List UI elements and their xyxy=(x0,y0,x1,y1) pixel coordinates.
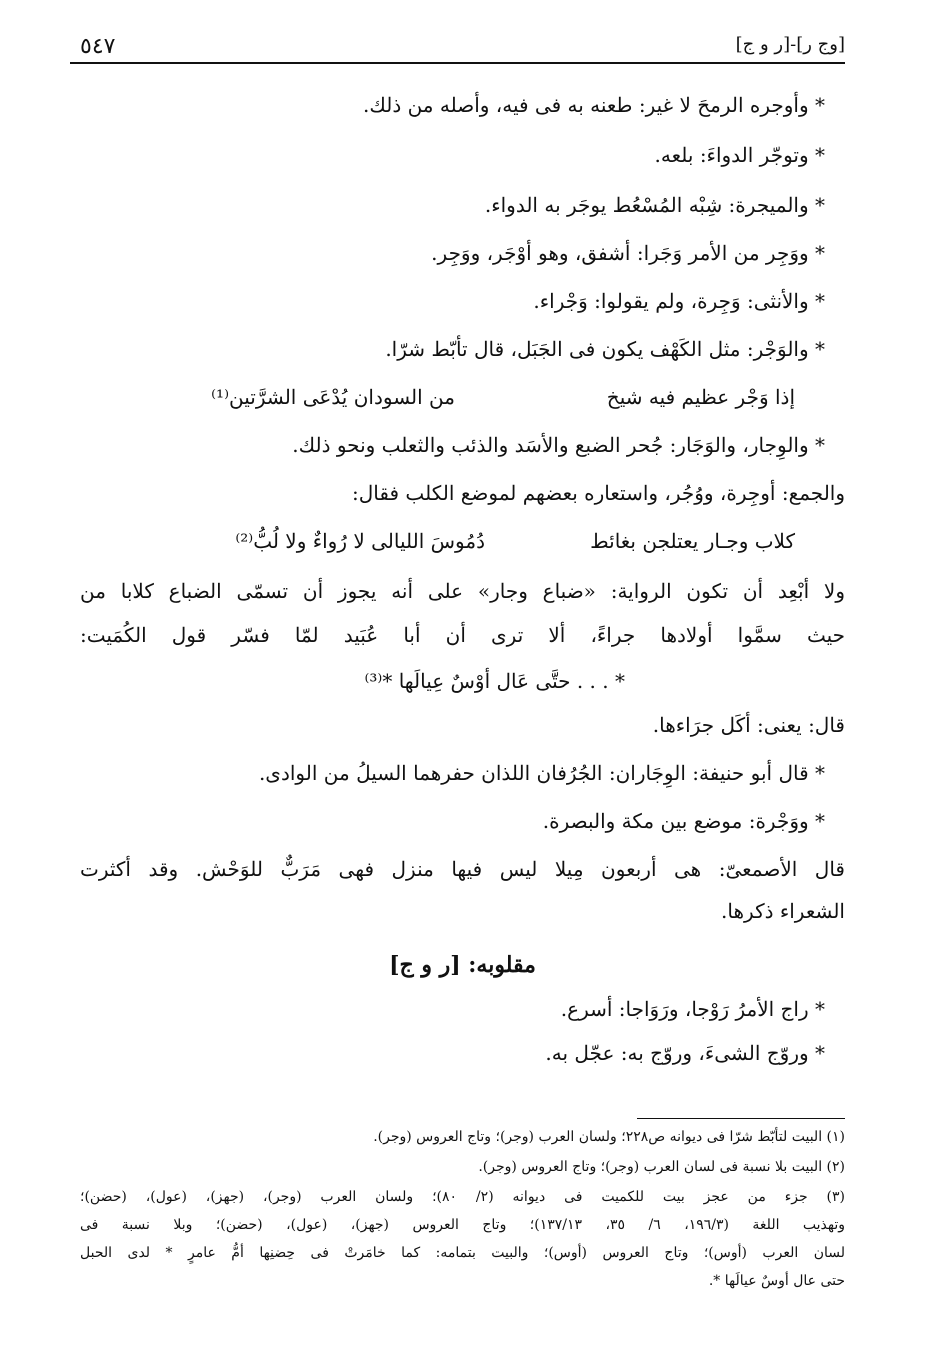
paragraph-line: حيث سمَّوا أولادها جراءً، ألا ترى أن أبا عُبَيد لمّا فسّر قول الكُمَيت: xyxy=(80,623,845,647)
entry-line: * وروّج الشىءَ، وروّج به: عجّل به. xyxy=(545,1041,825,1065)
page-number: ٥٤٧ xyxy=(80,34,116,59)
entry-line: * وأوجره الرمحَ لا غير: طعنه به فى فيه، وأصله من ذلك. xyxy=(363,93,825,117)
paragraph-line: قال: يعنى: أكَل جرَاءها. xyxy=(652,713,845,737)
verse-second-hemistich: من السودان يُدْعَى الشرَّتين⁽¹⁾ xyxy=(211,385,455,409)
paragraph-line: الشعراء ذكرها. xyxy=(721,899,845,923)
verse-first-hemistich: كلاب وجـار يعتلجن بغائط xyxy=(590,529,795,553)
verse-second-hemistich: دُمُوسَ الليالى لا رُواءٌ ولا لُبُّ⁽²⁾ xyxy=(235,529,485,553)
verse-fragment: * . . . حتَّى عَال أوْسٌ عِيالَها *⁽³⁾ xyxy=(364,669,625,693)
paragraph-line: والجمع: أوجِرة، ووُجُر، واستعاره بعضهم لموضع الكلب فقال: xyxy=(352,481,845,505)
entry-line: * قال أبو حنيفة: الوِجَاران: الجُرُفان اللذان حفرهما السيلُ من الوادى. xyxy=(258,761,825,785)
footnote-3-line: حتى عال أوسٌ عيالَها *. xyxy=(708,1273,845,1289)
entry-line: * والوِجار، والوَجَار: جُحر الضبع والأسَد والذئب والثعلب ونحو ذلك. xyxy=(292,433,825,457)
entry-line: * راج الأمرُ رَوْجا، ورَوَاجا: أسرع. xyxy=(560,997,825,1021)
footnote-1: (١) البيت لتأبّط شرّا فى ديوانه ص٢٢٨؛ ولسان العرب (وجر)؛ وتاج العروس (وجر). xyxy=(373,1129,845,1145)
footnote-3-line: لسان العرب (أوس)؛ وتاج العروس (أوس)؛ والبيت بتمامه: كما خامَرتْ فى حِضنِها أمُّ عامرٍ * لدى الحبل xyxy=(80,1245,845,1261)
footnote-3-line: (٣) جزء من عجز بيت للكميت فى ديوانه (٢/ ٨٠)؛ ولسان العرب (وجر)، (جهز)، (عول)، (حضن)؛ xyxy=(80,1189,846,1205)
verse-first-hemistich: إذا وَجْر عظيم فيه شيخ xyxy=(606,385,795,409)
entry-line: * ووَجْرة: موضع بين مكة والبصرة. xyxy=(542,809,825,833)
header-rule xyxy=(70,62,845,64)
entry-line: * والميجرة: شِبْه المُسْعُط يوجَر به الدواء. xyxy=(484,193,825,217)
footnote-separator xyxy=(637,1118,845,1119)
page-header xyxy=(70,28,845,64)
footnote-2: (٢) البيت بلا نسبة فى لسان العرب (وجر)؛ وتاج العروس (وجر). xyxy=(478,1159,845,1175)
paragraph-line: ولا أبْعِد أن تكون الرواية: «ضباع وجار» على أنه يجوز أن تسمّى الضباع كلابا من xyxy=(80,579,845,603)
section-subheading: مقلوبه: [ر و ج] xyxy=(389,952,536,978)
paragraph-line: قال الأصمعىّ: هى أربعون مِيلا ليس فيها منزل فهى مَرَبٌّ للوَحْش. وقد أكثرت xyxy=(80,857,845,881)
entry-line: * والوَجْر: مثل الكَهْف يكون فى الجَبَل، قال تأبّط شرّا. xyxy=(385,337,825,361)
entry-line: * وتوجّر الدواءَ: بلعه. xyxy=(654,143,825,167)
footnote-3-line: وتهذيب اللغة (١٩٦/٣، ٦/ ٣٥، ١٣٧/١٣)؛ وتاج العروس (جهز)، (عول)، (حضن)؛ وبلا نسبة فى xyxy=(80,1217,846,1233)
entry-line: * والأنثى: وَجِرة، ولم يقولوا: وَجْراء. xyxy=(533,289,825,313)
header-title: [وج ر]-[ر و ج] xyxy=(735,34,845,55)
entry-line: * ووَجِر من الأمر وَجَرا: أشفق، وهو أوْجَر، ووَجِر. xyxy=(431,241,825,265)
